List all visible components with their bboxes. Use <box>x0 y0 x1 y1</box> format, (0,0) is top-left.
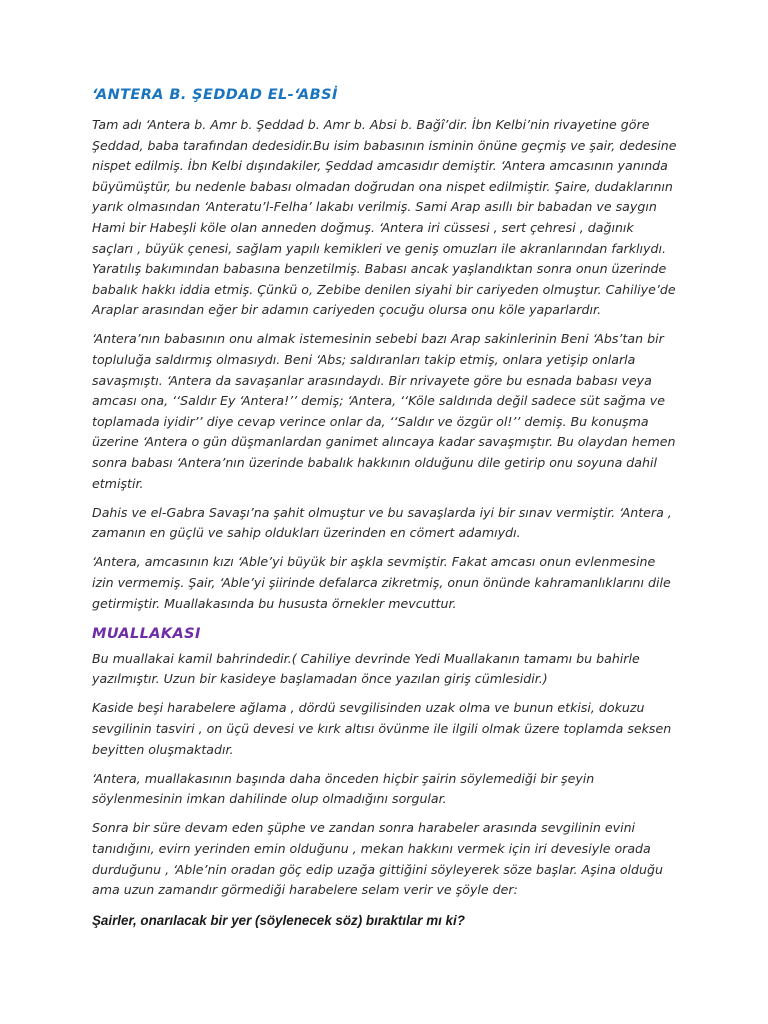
paragraph: Dahis ve el-Gabra Savaşı’na şahit olmuştur ve bu savaşlarda iyi bir sınav vermiştir. ‘Antera , zamanın en güçlü ve sahip oldukları üzerinden en cömert adamıydı. <box>92 504 672 541</box>
article-heading: ‘ANTERA B. ŞEDDAD EL-‘ABSİ <box>92 87 338 103</box>
paragraph: Tam adı ‘Antera b. Amr b. Şeddad b. Amr b. Absi b. Bağî’dir. İbn Kelbi’nin rivayetine göre Şeddad, baba tarafından dedesidir.Bu isim babasının isminin önüne geçmiş ve şair, dedesine nispet edilmiş. İbn Kelbi dışındakiler, Şeddad amcasıdır demiştir. ‘Antera amcasının yanında büyümüştür, bu nedenle babası olmadan doğrudan ona nispet edilmiştir. Şaire, dudaklarının yarık olmasından ‘Anteratu’l-Felha’ lakabı verilmiş. Sami Arap asıllı bir babadan ve saygın Hami bir Habeşli köle olan anneden doğmuş. ‘Antera iri cüssesi , sert çehresi , dağınık saçları , büyük çenesi, sağlam yapılı kemikleri ve geniş omuzları ile akranlarından farklıydı. Yaratılış bakımından babasına benzetilmiş. Babası ancak yaşlandıktan sonra onun üzerinde babalık hakkı iddia etmiş. Çünkü o, Zebibe denilen siyahi bir cariyeden olmuştur. Cahiliye’de Araplar arasından eğer bir adamın cariyeden çocuğu olursa onu köle yaparlardır. <box>92 117 677 318</box>
paragraph: Sonra bir süre devam eden şüphe ve zandan sonra harabeler arasında sevgilinin evini tanıdığını, evirn yerinden emin olduğunu , mekan hakkını vermek için iri devesiyle orada durduğunu , ‘Able’nin oradan göç edip uzağa gittiğini söyleyerek söze başlar. Aşina olduğu ama uzun zamandır görmediği harabelere selam verir ve şöyle der: <box>92 820 664 898</box>
section-heading-muallakasi: MUALLAKASI <box>92 625 201 642</box>
closing-verse-line: Şairler, onarılacak bir yer (söylenecek söz) bıraktılar mı ki? <box>92 912 465 928</box>
paragraph: ‘Antera, muallakasının başında daha önceden hiçbir şairin söylemediği bir şeyin söylenmesinin imkan dahilinde olup olmadığını sorgular. <box>92 770 595 807</box>
paragraph: ‘Antera’nın babasının onu almak istemesinin sebebi bazı Arap sakinlerinin Beni ‘Abs’tan bir topluluğa saldırmış olmasıydı. Beni ‘Abs; saldıranları takip etmiş, onlara yetişip onlarla savaşmıştı. ‘Antera da savaşanlar arasındaydı. Bir nrivayete göre bu esnada babası veya amcası ona, ‘‘Saldır Ey ‘Antera!’’ demiş; ‘Antera, ‘‘Köle saldırıda değil sadece süt sağma ve toplamada iyidir’’ diye cevap verince onlar da, ‘‘Saldır ve özgür ol!’’ demiş. Bu konuşma üzerine ‘Antera o gün düşmanlardan ganimet alıncaya kadar savaşmıştır. Bu olaydan hemen sonra babası ‘Antera’nın üzerinde babalık hakkının olduğunu dile getirip onu soyuna dahil etmiştir. <box>92 331 676 491</box>
paragraph: ‘Antera, amcasının kızı ‘Able’yi büyük bir aşkla sevmiştir. Fakat amcası onun evlenmesine izin vermemiş. Şair, ‘Able’yi şiirinde defalarca zikretmiş, onun önünde kahramanlıklarını dile getirmiştir. Muallakasında bu hususta örnekler mevcuttur. <box>92 554 671 611</box>
paragraph: Kaside beşi harabelere ağlama , dördü sevgilisinden uzak olma ve bunun etkisi, dokuzu sevgilinin tasviri , on üçü devesi ve kırk altısı övünme ile ilgili olmak üzere toplamda seksen beyitten oluşmaktadır. <box>92 700 672 757</box>
paragraph: Bu muallakai kamil bahrindedir.( Cahiliye devrinde Yedi Muallakanın tamamı bu bahirle yazılmıştır. Uzun bir kasideye başlamadan önce yazılan giriş cümlesidir.) <box>92 650 640 687</box>
document-body <box>92 84 677 940</box>
